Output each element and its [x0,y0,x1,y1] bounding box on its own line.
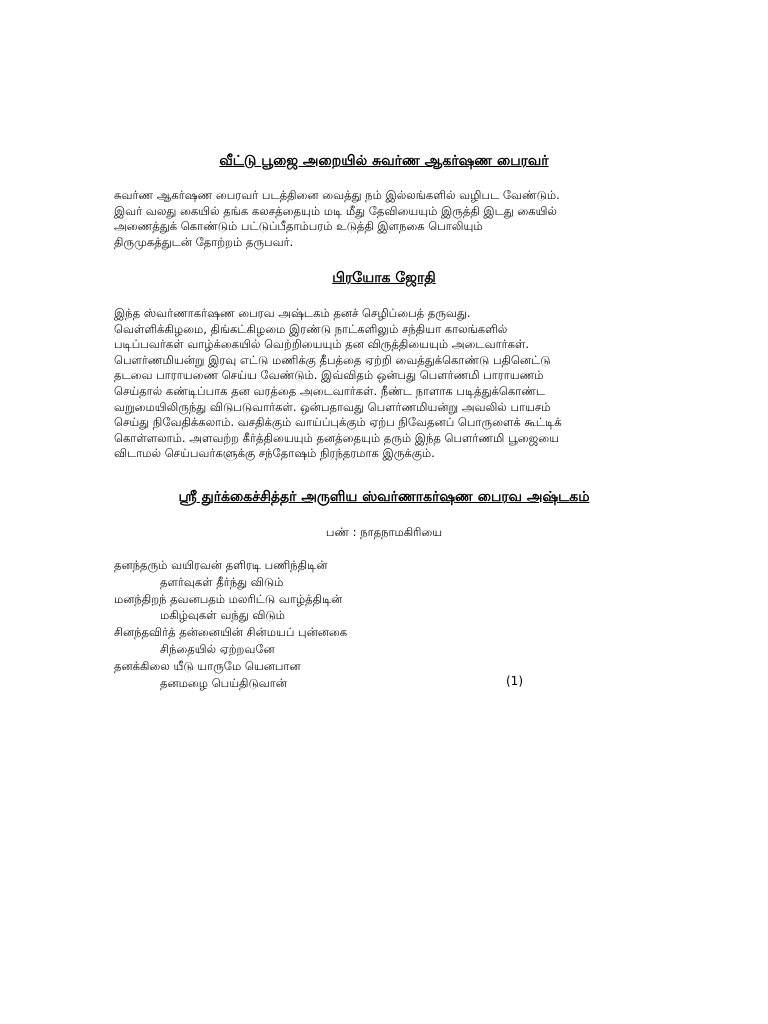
text-line: சுவர்ண ஆகர்ஷண பைரவர் படத்தினை வைத்து நம் இல்லங்களில் வழிபட வேண்டும். [114,188,560,202]
verse-line: தளர்வுகள் தீர்ந்து விடும் [160,574,284,589]
intro-paragraph [114,188,654,250]
section-heading-ashtakam: ஸ்ரீ துர்க்கைச்சித்தர் அருளிய ஸ்வர்ணாகர்ஷண பைரவ அஷ்டகம் [178,489,590,505]
text-line: வறுமையிலிருந்து விடுபடுவார்கள். ஒன்பதாவது பௌர்ணமியன்று அவலில் பாயசம் [114,399,551,414]
text-line: பௌர்ணமியன்று இரவு எட்டு மணிக்கு தீபத்தை ஏற்றி வைத்துக்கொண்டு பதினெட்டு [114,352,551,367]
verse-line: மனந்திறந் தவனபதம் மலரிட்டு வாழ்த்திடின் [114,591,343,606]
text-line: திருமுகத்துடன் தோற்றம் தருபவர். [114,234,294,249]
text-line: வெள்ளிக்கிழமை, திங்கட்கிழமை இரண்டு நாட்களிலும் சந்தியா காலங்களில் [114,321,508,336]
verse-line: தனமழை பெய்திடுவான் [160,675,287,690]
text-line: தடவை பாராயணை செய்ய வேண்டும். இவ்விதம் ஒன்பது பௌர்ணமி பாராயணம் [114,368,544,383]
verse-block [114,557,554,691]
page-title: வீட்டு பூஜை அறையில் சுவர்ண ஆகர்ஷண பைரவர் [219,153,549,169]
section-heading-prayoga: பிரயோக ஜோதி [332,270,436,286]
raga-label: பண் : நாதநாமகிரியை [325,525,443,539]
text-line: கொள்ளலாம். அளவற்ற கீர்த்தியையும் தனத்தையும் தரும் இந்த பௌர்ணமி பூஜையை [114,430,559,445]
verse-line: தனக்கிலை யீடு யாருமே யெனபான [114,658,301,673]
text-line: விடாமல் செய்பவர்களுக்கு சந்தோஷம் நிரந்தரமாக இருக்கும். [114,446,435,461]
verse-line: சிந்தையில் ஏற்றவனே [160,641,275,656]
verse-line: மகிழ்வுகள் வந்து விடும் [160,608,285,623]
verse-number: (1) [506,674,523,688]
verse-line: சினந்தவிர்த் தன்னையின் சின்மயப் புன்னகை [114,625,348,640]
text-line: படிப்பவர்கள் வாழ்க்கையில் வெற்றியையும் தன விருத்தியையும் அடைவார்கள். [114,337,529,352]
text-line: செய்து நிவேதிக்கலாம். வசதிக்கும் வாய்ப்புக்கும் ஏற்ப நிவேதனப் பொருளைக் கூட்டிக் [114,415,562,430]
text-line: இவர் வலது கையில் தங்க கலசத்தையும் மடி மீது தேவியையும் இருத்தி இடது கையில் [114,203,557,218]
text-line: செய்தால் கண்டிப்பாக தன வரத்தை அடைவார்கள். நீண்ட நாளாக படித்துக்கொண்ட [114,383,546,398]
verse-line: தனந்தரும் வயிரவன் தளிரடி பணிந்திடின் [114,558,328,572]
text-line: இந்த ஸ்வர்ணாகர்ஷண பைரவ அஷ்டகம் தனச் செழிப்பைத் தருவது. [114,306,471,320]
prayoga-paragraph [114,306,654,462]
text-line: அணைத்துக் கொண்டும் பட்டுப்பீதாம்பரம் உடுத்தி இளநகை பொலியும் [114,219,483,234]
